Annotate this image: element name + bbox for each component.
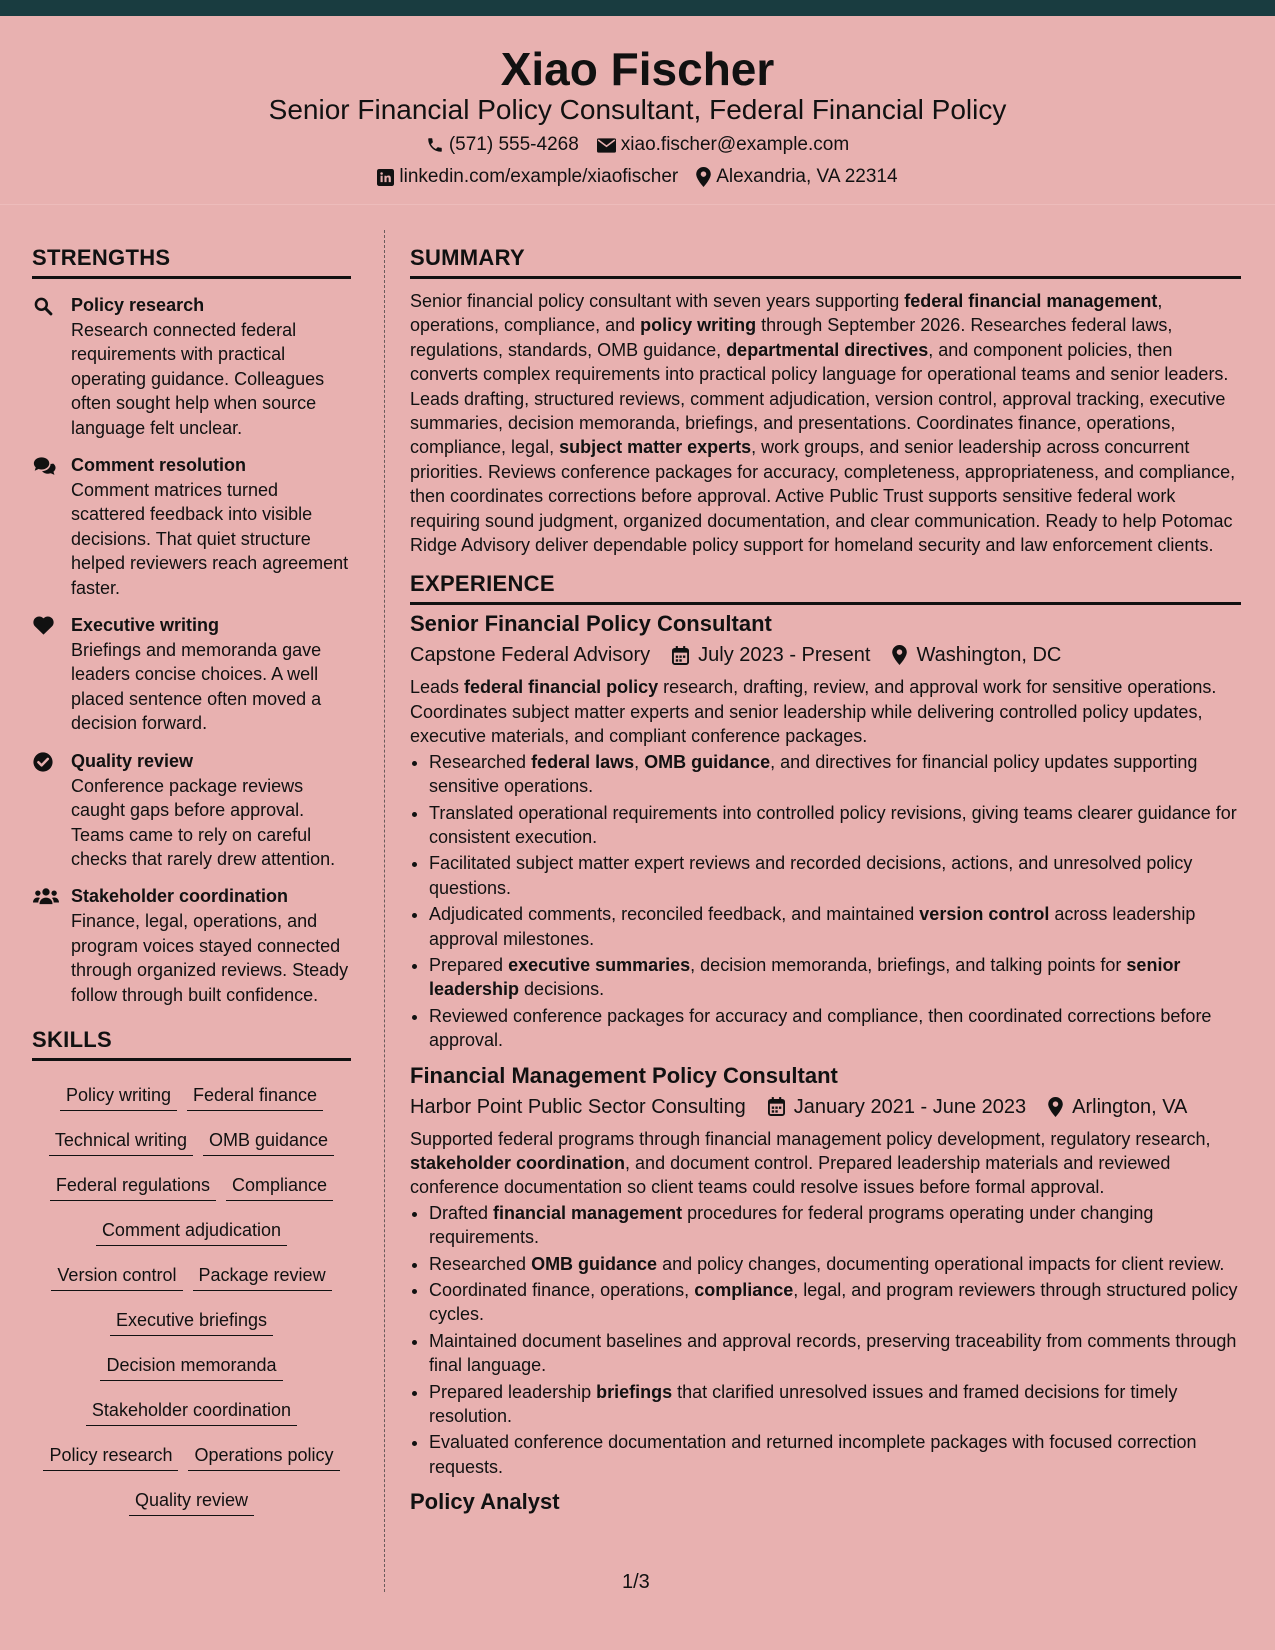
- resume-header: [0, 16, 1275, 205]
- strength-item: [32, 453, 351, 600]
- bullet-item: • Prepared executive summaries, decision memoranda, briefings, and talking points for senior leadership decisions.: [429, 953, 1241, 1002]
- strength-title: Policy research: [71, 295, 205, 315]
- location-text: Alexandria, VA 22314: [716, 166, 898, 187]
- skill-tag: Version control: [51, 1263, 182, 1291]
- strength-desc: Comment matrices turned scattered feedback into visible decisions. That quiet structure helped reviewers reach agreement faster.: [71, 480, 349, 598]
- strength-item: [32, 884, 351, 1007]
- skill-tag: Executive briefings: [110, 1308, 273, 1336]
- calendar-icon: [672, 646, 689, 665]
- skill-tag: OMB guidance: [203, 1128, 334, 1156]
- bullet-item: • Prepared leadership briefings that clarified unresolved issues and framed decisions for timely resolution.: [429, 1380, 1241, 1429]
- strength-item: [32, 293, 351, 440]
- contact-row-primary: [0, 134, 1275, 157]
- strength-item: [32, 613, 351, 736]
- skill-tag: Quality review: [129, 1488, 254, 1516]
- job-title: Financial Management Policy Consultant: [410, 1062, 838, 1088]
- skill-tag: Stakeholder coordination: [86, 1398, 297, 1426]
- column-divider: [384, 230, 385, 1592]
- bullet-item: • Evaluated conference documentation and returned incomplete packages with focused correction requests.: [429, 1430, 1241, 1479]
- left-column: [32, 245, 351, 1523]
- job-location: Arlington, VA: [1072, 1095, 1188, 1118]
- search-icon: [33, 296, 55, 316]
- experience-heading: EXPERIENCE: [410, 571, 1241, 605]
- candidate-name: Xiao Fischer: [500, 43, 775, 95]
- map-pin-icon: [696, 167, 711, 187]
- strength-title: Stakeholder coordination: [71, 886, 289, 907]
- bullet-item: • Drafted financial management procedures for federal programs operating under changing requirements.: [429, 1201, 1241, 1250]
- job-meta: [410, 1093, 1241, 1121]
- check-circle-icon: [33, 752, 55, 772]
- bullet-item: • Researched federal laws, OMB guidance, and directives for financial policy updates supporting sensitive operations.: [429, 750, 1241, 799]
- strength-desc: Research connected federal requirements with practical operating guidance. Colleagues often sought help when source language felt unclear.: [71, 320, 325, 438]
- job-title: Senior Financial Policy Consultant: [410, 611, 772, 637]
- summary-heading: SUMMARY: [410, 245, 1241, 279]
- contact-row-secondary: [0, 166, 1275, 189]
- job-description: Supported federal programs through financial management policy development, regulatory research, stakeholder coordination, and document control. Prepared leadership materials and reviewed conference documentation so client teams could resolve issues before formal approval.: [410, 1128, 1211, 1198]
- job-location: Washington, DC: [916, 644, 1062, 667]
- phone-icon: [426, 136, 444, 154]
- job-entry: [410, 1061, 1241, 1480]
- bullet-item: • Coordinated finance, operations, compliance, legal, and program reviewers through structured policy cycles.: [429, 1278, 1241, 1327]
- skill-tag: Policy writing: [60, 1083, 177, 1111]
- bullet-item: • Translated operational requirements into controlled policy revisions, giving teams clearer guidance for consistent execution.: [429, 801, 1241, 850]
- strengths-heading: STRENGTHS: [32, 245, 351, 279]
- strength-desc: Finance, legal, operations, and program voices stayed connected through organized reviews. Steady follow through built confidence.: [71, 911, 349, 1005]
- users-icon: [33, 887, 55, 907]
- page-indicator: 1/3: [622, 1571, 650, 1593]
- contact-email[interactable]: [597, 134, 849, 157]
- map-pin-icon: [1048, 1097, 1063, 1117]
- candidate-title: Senior Financial Policy Consultant, Federal Financial Policy: [268, 94, 1007, 125]
- bullet-item: • Reviewed conference packages for accuracy and compliance, then coordinated corrections before approval.: [429, 1004, 1241, 1053]
- skill-tag: Compliance: [226, 1173, 333, 1201]
- email-text: xiao.fischer@example.com: [620, 134, 850, 155]
- contact-location: [696, 166, 897, 189]
- summary-text: Senior financial policy consultant with seven years supporting federal financial management, operations, compliance, and policy writing through September 2026. Researches federal laws, regulations, standards, OMB guidance, departmental directives, and component policies, then converts complex requirements into practical policy language for operational teams and senior leaders. Leads drafting, structured reviews, comment adjudication, version control, approval tracking, executive summaries, decision memoranda, briefings, and presentations. Coordinates finance, operations, compliance, legal, subject matter experts, work groups, and senior leadership across concurrent priorities. Reviews conference packages for accuracy, completeness, appropriateness, and compliance, then coordinates corrections before approval. Active Public Trust supports sensitive federal work requiring sound judgment, organized documentation, and clear communication. Ready to help Potomac Ridge Advisory deliver dependable policy support for homeland security and law enforcement clients.: [410, 291, 1236, 556]
- map-pin-icon: [892, 645, 907, 665]
- job-dates: January 2021 - June 2023: [793, 1095, 1027, 1118]
- bullet-item: • Adjudicated comments, reconciled feedback, and maintained version control across leadership approval milestones.: [429, 902, 1241, 951]
- skill-tag: Federal regulations: [50, 1173, 216, 1201]
- phone-text: (571) 555-4268: [448, 134, 579, 155]
- comments-icon: [33, 456, 55, 476]
- skill-tag: Decision memoranda: [100, 1353, 282, 1381]
- calendar-icon: [768, 1097, 785, 1116]
- linkedin-text: linkedin.com/example/xiaofischer: [399, 166, 679, 187]
- skill-tag: Technical writing: [49, 1128, 193, 1156]
- job-description: Leads federal financial policy research, drafting, review, and approval work for sensitive operations. Coordinates subject matter experts and senior leadership while delivering controlled policy updates, executive materials, and compliant conference packages.: [410, 677, 1217, 747]
- top-accent-bar: [0, 0, 1275, 16]
- skills-heading: SKILLS: [32, 1027, 351, 1061]
- company-name: Capstone Federal Advisory: [410, 644, 651, 667]
- strength-desc: Conference package reviews caught gaps before approval. Teams came to rely on careful checks that rarely drew attention.: [71, 775, 336, 869]
- job-bullets: [410, 750, 1241, 1053]
- job-entry: [410, 609, 1241, 1052]
- bullet-item: • Maintained document baselines and approval records, preserving traceability from comments through final language.: [429, 1329, 1241, 1378]
- job-title: Policy Analyst: [410, 1489, 560, 1515]
- skill-tag: Package review: [193, 1263, 332, 1291]
- strength-title: Executive writing: [71, 615, 220, 636]
- job-entry: [410, 1487, 1241, 1517]
- strength-title: Quality review: [71, 750, 194, 771]
- strength-item: [32, 749, 351, 872]
- skills-list: [32, 1073, 351, 1523]
- heart-icon: [33, 616, 55, 636]
- strength-title: Comment resolution: [71, 455, 247, 476]
- skill-tag: Operations policy: [188, 1443, 339, 1471]
- right-column: [410, 245, 1241, 1517]
- strength-desc: Briefings and memoranda gave leaders concise choices. A well placed sentence often moved a decision forward.: [71, 640, 322, 734]
- job-bullets: [410, 1201, 1241, 1479]
- bullet-item: • Facilitated subject matter expert reviews and recorded decisions, actions, and unresolved policy questions.: [429, 851, 1241, 900]
- skill-tag: Federal finance: [187, 1083, 323, 1111]
- job-dates: July 2023 - Present: [698, 644, 871, 667]
- contact-phone[interactable]: [426, 134, 579, 157]
- envelope-icon: [597, 138, 616, 153]
- contact-linkedin[interactable]: [377, 166, 678, 189]
- linkedin-icon: [377, 169, 394, 186]
- skill-tag: Comment adjudication: [96, 1218, 287, 1246]
- job-meta: [410, 641, 1241, 669]
- skill-tag: Policy research: [43, 1443, 178, 1471]
- bullet-item: • Researched OMB guidance and policy changes, documenting operational impacts for client review.: [429, 1252, 1241, 1276]
- company-name: Harbor Point Public Sector Consulting: [410, 1095, 746, 1118]
